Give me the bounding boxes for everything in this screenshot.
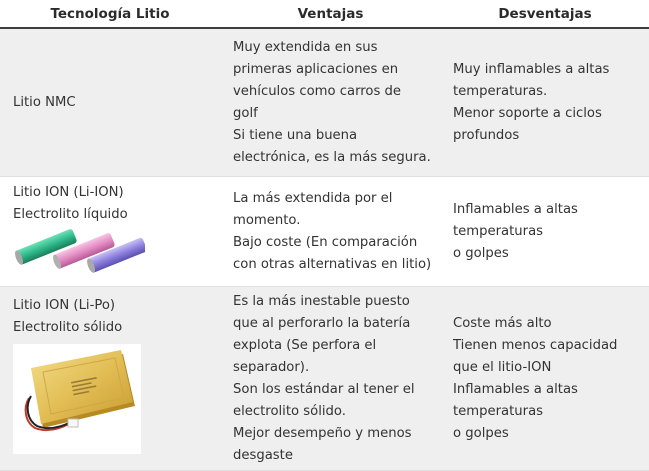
ventaja-line: vehículos como carros de — [233, 83, 402, 99]
desventajas-cell — [441, 287, 649, 471]
desventaja-line: temperaturas. — [453, 83, 548, 99]
ventaja-line: con otras alternativas en litio) — [233, 256, 432, 272]
lipo-pouch-battery-image — [13, 344, 141, 454]
desventajas-cell — [441, 28, 649, 177]
ventaja-line: momento. — [233, 212, 301, 228]
desventaja-line: Inflamables a altas — [453, 201, 578, 217]
tech-name: Litio ION (Li-Po) — [13, 298, 116, 313]
table-row — [0, 28, 649, 177]
tech-name: Litio NMC — [13, 94, 76, 110]
desventaja-line: Menor soporte a ciclos — [453, 105, 602, 121]
ventajas-cell — [220, 177, 441, 287]
ventaja-line: Bajo coste (En comparación — [233, 234, 418, 250]
ventaja-line: separador). — [233, 359, 310, 375]
desventajas-cell — [441, 177, 649, 287]
desventaja-line: Coste más alto — [453, 315, 552, 331]
tech-name: Litio ION (Li-ION) — [13, 184, 124, 200]
ventaja-line: electrónica, es la más segura. — [233, 149, 431, 165]
ventaja-line: explota (Se perfora el — [233, 337, 377, 353]
tech-electrolyte: Electrolito líquido — [13, 206, 128, 222]
desventaja-line: o golpes — [453, 245, 509, 261]
ventajas-cell — [220, 28, 441, 177]
tech-cell — [0, 287, 220, 471]
ventaja-line: primeras aplicaciones en — [233, 61, 399, 77]
tech-cell — [0, 28, 220, 177]
desventaja-line: profundos — [453, 127, 520, 143]
ventaja-line: desgaste — [233, 447, 293, 463]
desventaja-line: Tienen menos capacidad — [453, 337, 618, 353]
ventaja-line: La más extendida por el — [233, 190, 393, 206]
header-ventajas: Ventajas — [220, 0, 441, 28]
ventaja-line: Son los estándar al tener el — [233, 381, 415, 397]
desventaja-line: que el litio-ION — [453, 359, 552, 375]
header-row — [0, 0, 649, 28]
ventaja-line: Muy extendida en sus — [233, 39, 378, 55]
tech-cell — [0, 177, 220, 287]
desventaja-line: Inflamables a altas — [453, 381, 578, 397]
cylindrical-battery-cells-image — [13, 228, 145, 274]
ventaja-line: golf — [233, 105, 258, 121]
header-desventajas: Desventajas — [441, 0, 649, 28]
ventajas-cell — [220, 287, 441, 471]
desventaja-line: temperaturas — [453, 223, 544, 239]
desventaja-line: temperaturas — [453, 403, 544, 419]
desventaja-line: Muy inflamables a altas — [453, 61, 610, 77]
ventaja-line: que al perforarlo la batería — [233, 315, 411, 331]
desventaja-line: o golpes — [453, 425, 509, 441]
tech-electrolyte: Electrolito sólido — [13, 320, 123, 335]
ventaja-line: Es la más inestable puesto — [233, 293, 410, 309]
table-row — [0, 177, 649, 287]
ventaja-line: Si tiene una buena — [233, 127, 358, 143]
table-row — [0, 287, 649, 471]
ventaja-line: Mejor desempeño y menos — [233, 425, 412, 441]
header-tecnologia: Tecnología Litio — [0, 0, 220, 28]
ventaja-line: electrolito sólido. — [233, 403, 346, 419]
